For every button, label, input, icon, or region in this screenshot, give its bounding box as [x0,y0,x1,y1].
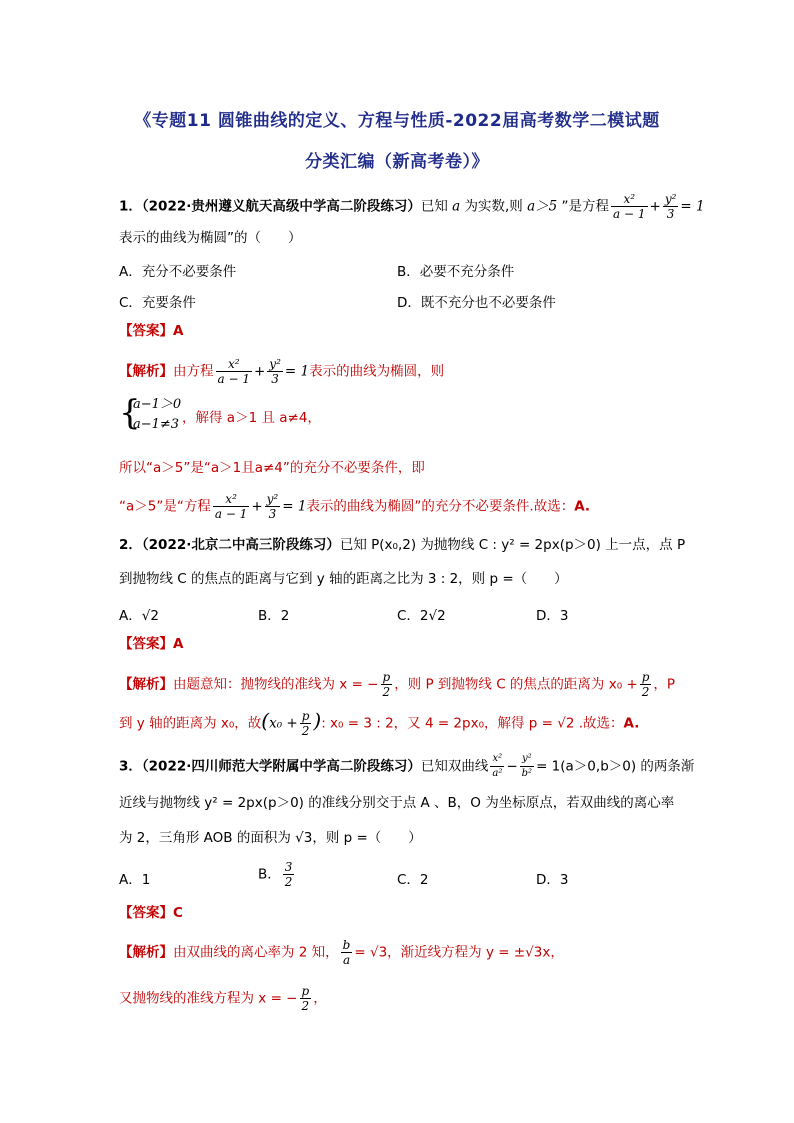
q3-option-c[interactable]: C．2 [397,872,429,888]
q3-option-a[interactable]: A．1 [119,872,151,888]
q1-analysis-4: “a＞5”是“方程 $\frac{\text{x²}}{a - 1}$ + $\frac{\text{y²}}{3}$ = 1表示的曲线为椭圆”的充分不必要条件.故选：A. [119,492,591,521]
q2-option-d[interactable]: D．3 [536,608,569,624]
q1-answer: 【答案】A [119,323,184,339]
q2-number: 2． [119,537,142,553]
q1-number: 1． [119,198,142,215]
q1-system-brace: { [119,393,141,433]
q1-analysis-2: ，解得 a＞1 且 a≠4， [182,410,321,426]
q1-stem-cont: 表示的曲线为椭圆”的（ ） [119,230,302,246]
q1-stem: 1．（2022·贵州遵义航天高级中学高二阶段练习）已知 a 为实数,则 a＞5 ”是方程 $\frac{\text{x²}}{a - 1}$ + $\frac{\text{y²}}{3}$ = 1 [119,192,705,221]
q1-frac-y2: $\frac{\text{y²}}{3}$ [664,192,677,221]
q3-analysis-1: 【解析】由双曲线的离心率为 2 知， $\frac{b}{a}$ = √3，渐近线方程为 y = ±√3x， [119,938,564,967]
q2-stem-1: 2．（2022·北京二中高三阶段练习）已知 P(x₀,2) 为抛物线 C : y² = 2px(p＞0) 上一点，点 P [119,537,686,553]
q1-analysis-3: 所以“a＞5”是“a＞1且a≠4”的充分不必要条件，即 [119,460,425,476]
q1-source: （2022·贵州遵义航天高级中学高二阶段练习） [141,198,421,215]
q3-analysis-2: 又抛物线的准线方程为 x = − $\frac{p}{2}$ ， [119,984,327,1013]
q3-source: （2022·四川师范大学附属中学高二阶段练习） [141,758,421,775]
q3-option-d[interactable]: D．3 [536,872,569,888]
q2-answer: 【答案】A [119,636,184,652]
q1-answer-value: A [173,323,184,339]
q2-answer-value: A [173,636,184,652]
q1-option-c[interactable]: C．充要条件 [119,295,196,311]
q1-system-eq2: a−1≠3 [133,417,180,432]
q2-source: （2022·北京二中高三阶段练习） [141,537,340,553]
q2-analysis-1: 【解析】由题意知：抛物线的准线为 x = − $\frac{p}{2}$ ，则 P 到抛物线 C 的焦点的距离为 x₀ + $\frac{p}{2}$ ，P [119,670,676,699]
q3-answer: 【答案】C [119,905,183,921]
doc-title-line1: 《专题11 圆锥曲线的定义、方程与性质-2022届高考数学二模试题 [134,111,660,131]
q1-option-a[interactable]: A．充分不必要条件 [119,264,237,280]
q3-stem-3: 为 2，三角形 AOB 的面积为 √3，则 p =（ ） [119,830,422,846]
q1-system-eq1: a−1＞0 [133,397,182,412]
q2-option-a[interactable]: A．√2 [119,608,159,624]
q3-answer-value: C [173,905,183,921]
q3-number: 3． [119,758,142,775]
q1-analysis-1: 【解析】由方程 $\frac{\text{x²}}{a - 1}$ + $\frac{\text{y²}}{3}$ = 1表示的曲线为椭圆，则 [119,357,445,386]
q1-option-b[interactable]: B．必要不充分条件 [397,264,515,280]
q3-option-b[interactable]: B． $\frac{3}{2}$ [258,860,293,889]
q2-analysis-2: 到 y 轴的距离为 x₀，故(x₀ + $\frac{p}{2}$ ): x₀ = 3 : 2，又 4 = 2px₀，解得 p = √2 .故选：A. [119,708,640,738]
q2-option-c[interactable]: C．2√2 [397,608,446,624]
doc-title-line2: 分类汇编（新高考卷）》 [305,152,489,172]
q1-option-d[interactable]: D．既不充分也不必要条件 [397,295,556,311]
q1-frac-x2: $\frac{\text{x²}}{a - 1}$ [613,192,646,221]
q3-stem-2: 近线与抛物线 y² = 2px(p＞0) 的准线分别交于点 A 、B，O 为坐标原点，若双曲线的离心率 [119,795,675,811]
q2-stem-2: 到抛物线 C 的焦点的距离与它到 y 轴的距离之比为 3 : 2，则 p =（ ） [119,571,568,587]
q3-stem-1: 3．（2022·四川师范大学附属中学高二阶段练习）已知双曲线 $\frac{\text{x²}}{\text{a²}}$ − $\frac{\text{y²}}{\text{b²}}$ = 1(a＞0,b＞0) 的两条渐 [119,753,695,779]
q2-option-b[interactable]: B．2 [258,608,290,624]
